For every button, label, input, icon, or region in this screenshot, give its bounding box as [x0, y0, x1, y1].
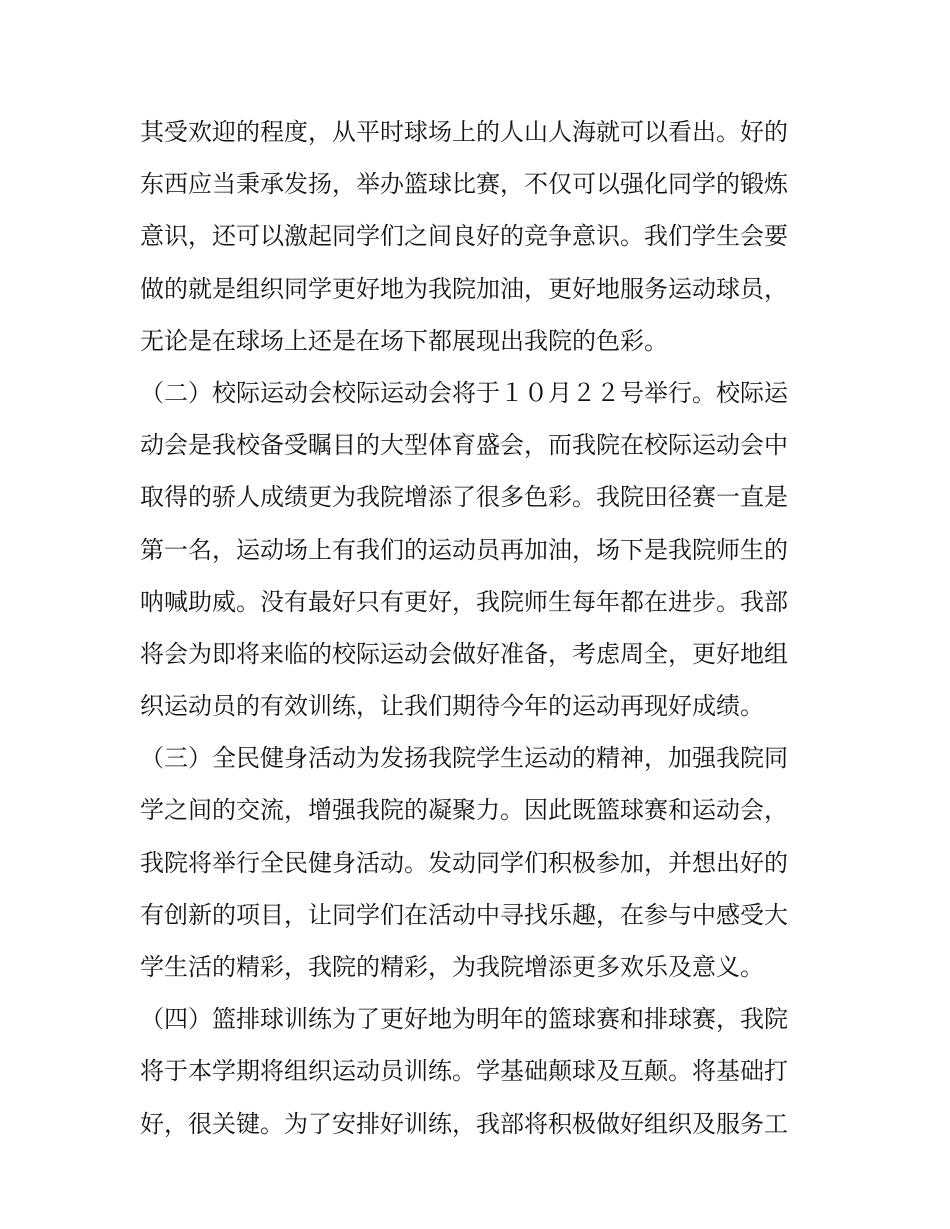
text-line: 好，很关键。为了安排好训练，我部将积极做好组织及服务工	[140, 1109, 788, 1138]
text-line: 第一名，运动场上有我们的运动员再加油，场下是我院师生的	[140, 535, 788, 564]
text-line: 东西应当秉承发扬，举办篮球比赛，不仅可以强化同学的锻炼	[140, 170, 788, 199]
text-line: 有创新的项目，让同学们在活动中寻找乐趣，在参与中感受大	[140, 900, 788, 929]
text-line: 意识，还可以激起同学们之间良好的竞争意识。我们学生会要	[140, 222, 788, 251]
document-body	[140, 106, 820, 1150]
text-line: 我院将举行全民健身活动。发动同学们积极参加，并想出好的	[140, 848, 788, 877]
section-heading-line: （二）校际运动会校际运动会将于１０月２２号举行。校际运	[140, 378, 788, 407]
section-heading-line: （三）全民健身活动为发扬我院学生运动的精神，加强我院同	[140, 744, 788, 773]
text-line: 呐喊助威。没有最好只有更好，我院师生每年都在进步。我部	[140, 587, 788, 616]
text-line: 无论是在球场上还是在场下都展现出我院的色彩。	[140, 326, 668, 355]
section-heading-line: （四）篮排球训练为了更好地为明年的篮球赛和排球赛，我院	[140, 1005, 788, 1034]
text-line: 将于本学期将组织运动员训练。学基础颠球及互颠。将基础打	[140, 1057, 788, 1086]
text-line: 织运动员的有效训练，让我们期待今年的运动再现好成绩。	[140, 692, 764, 721]
text-line: 取得的骄人成绩更为我院增添了很多色彩。我院田径赛一直是	[140, 483, 788, 512]
text-line: 将会为即将来临的校际运动会做好准备，考虑周全，更好地组	[140, 639, 788, 668]
text-line: 学之间的交流，增强我院的凝聚力。因此既篮球赛和运动会，	[140, 796, 788, 825]
text-line: 学生活的精彩，我院的精彩，为我院增添更多欢乐及意义。	[140, 953, 764, 981]
text-line: 做的就是组织同学更好地为我院加油，更好地服务运动球员，	[140, 274, 788, 303]
text-line: 其受欢迎的程度，从平时球场上的人山人海就可以看出。好的	[140, 118, 788, 146]
text-line: 动会是我校备受瞩目的大型体育盛会，而我院在校际运动会中	[140, 431, 788, 460]
